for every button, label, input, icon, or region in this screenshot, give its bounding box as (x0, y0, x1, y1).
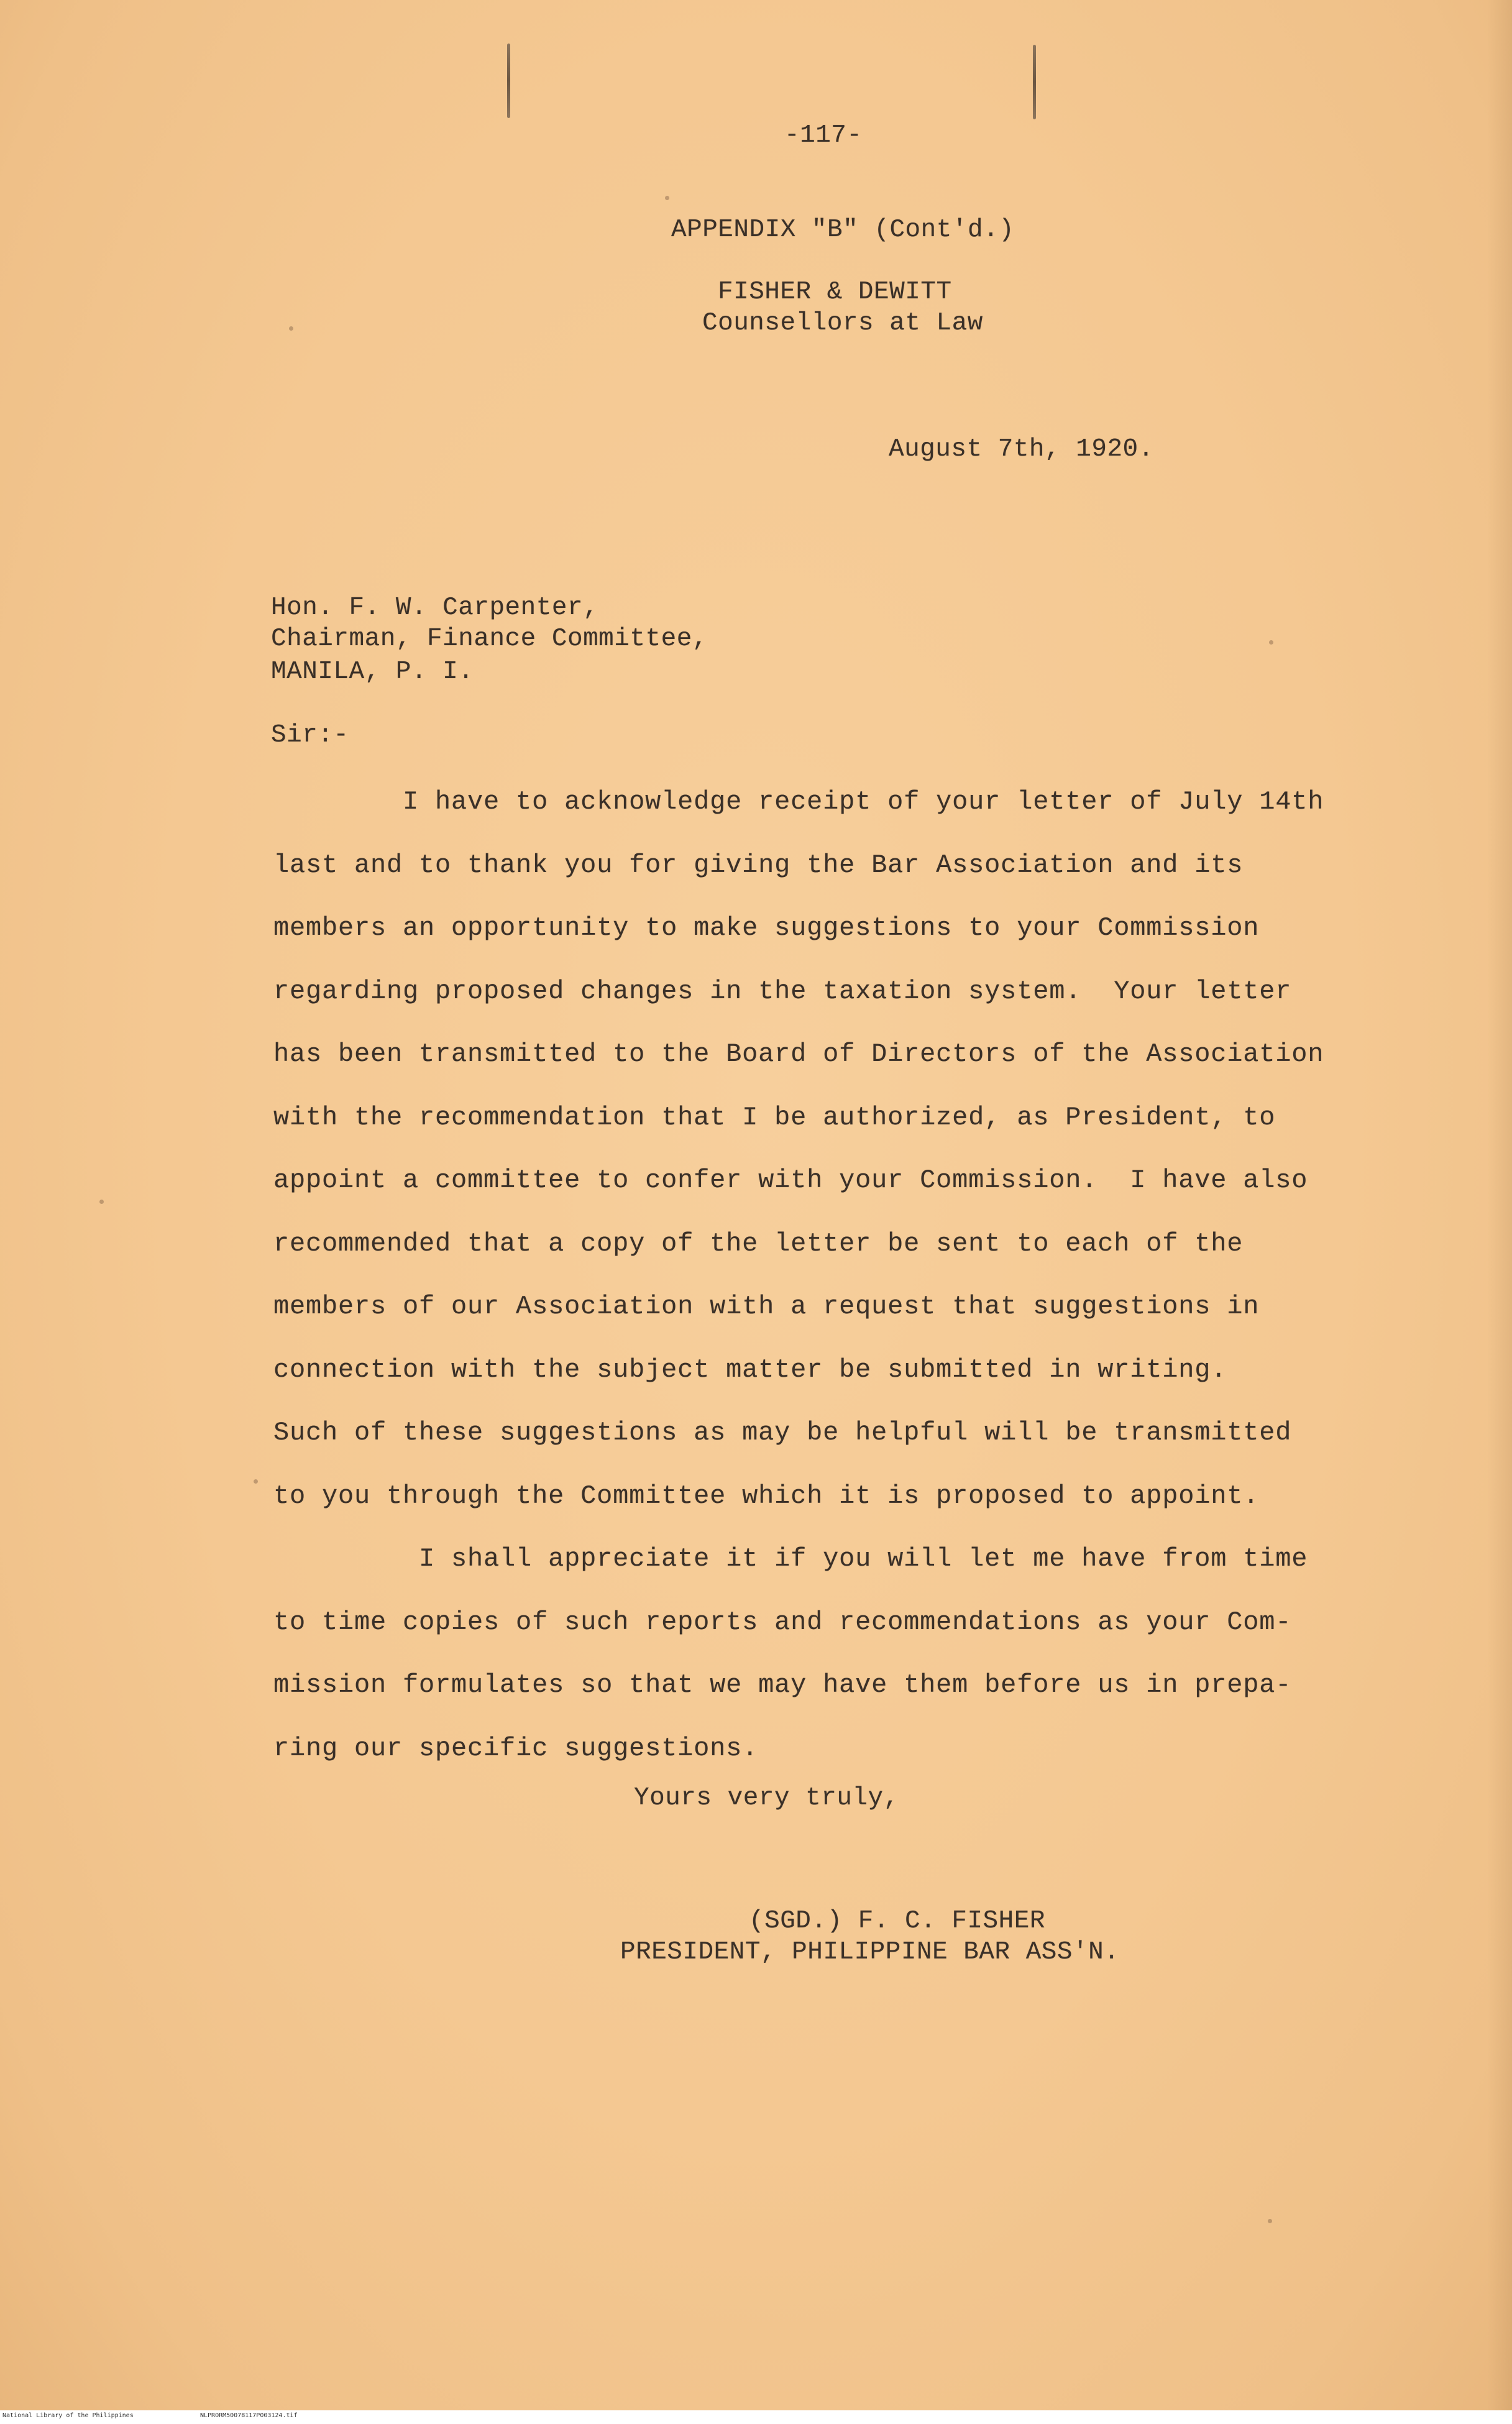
letter-body (273, 771, 1324, 1780)
staple-mark-left (507, 44, 510, 118)
addressee-line-3: MANILA, P. I. (271, 658, 474, 686)
body-line: to you through the Committee which it is proposed to appoint. (273, 1481, 1260, 1511)
body-line: with the recommendation that I be authorized, as President, to (273, 1102, 1276, 1132)
body-line: mission formulates so that we may have them before us in prepa- (273, 1670, 1292, 1700)
appendix-heading: APPENDIX "B" (Cont'd.) (671, 216, 1015, 244)
body-line: Such of these suggestions as may be helpful will be transmitted (273, 1418, 1292, 1448)
paper-speck (254, 1479, 258, 1484)
staple-mark-right (1033, 45, 1036, 119)
body-line: has been transmitted to the Board of Directors of the Association (273, 1039, 1324, 1069)
body-line: connection with the subject matter be submitted in writing. (273, 1354, 1227, 1385)
body-line: to time copies of such reports and recommendations as your Com- (273, 1607, 1292, 1637)
body-line: last and to thank you for giving the Bar Association and its (273, 850, 1244, 880)
firm-name: FISHER & DEWITT (718, 278, 952, 306)
scan-footer-file-id: NLPRORM50078117P003124.tif (200, 2412, 298, 2419)
salutation: Sir:- (271, 721, 349, 750)
body-line: appoint a committee to confer with your Commission. I have also (273, 1165, 1308, 1195)
addressee-line-1: Hon. F. W. Carpenter, (271, 594, 599, 622)
closing: Yours very truly, (634, 1784, 899, 1812)
body-line: regarding proposed changes in the taxation system. Your letter (273, 976, 1292, 1006)
body-line: members an opportunity to make suggestions to your Commission (273, 913, 1260, 943)
body-line: I shall appreciate it if you will let me have from time (273, 1544, 1308, 1574)
paper-speck (289, 326, 293, 331)
signature-name: (SGD.) F. C. FISHER (749, 1907, 1045, 1935)
paper-speck (665, 196, 669, 200)
signature-title: PRESIDENT, PHILIPPINE BAR ASS'N. (620, 1938, 1120, 1967)
addressee-line-2: Chairman, Finance Committee, (271, 625, 708, 653)
body-line: I have to acknowledge receipt of your letter of July 14th (273, 787, 1324, 817)
letter-date: August 7th, 1920. (889, 435, 1154, 464)
body-line: recommended that a copy of the letter be sent to each of the (273, 1228, 1244, 1259)
scan-footer-library: National Library of the Philippines (2, 2412, 134, 2419)
body-line: members of our Association with a request that suggestions in (273, 1292, 1260, 1321)
paper-speck (1268, 2219, 1272, 2223)
paper-speck (99, 1200, 104, 1204)
body-line: ring our specific suggestions. (273, 1733, 759, 1763)
page-number: -117- (784, 121, 863, 150)
paper-speck (1269, 640, 1273, 645)
firm-subtitle: Counsellors at Law (702, 309, 983, 337)
